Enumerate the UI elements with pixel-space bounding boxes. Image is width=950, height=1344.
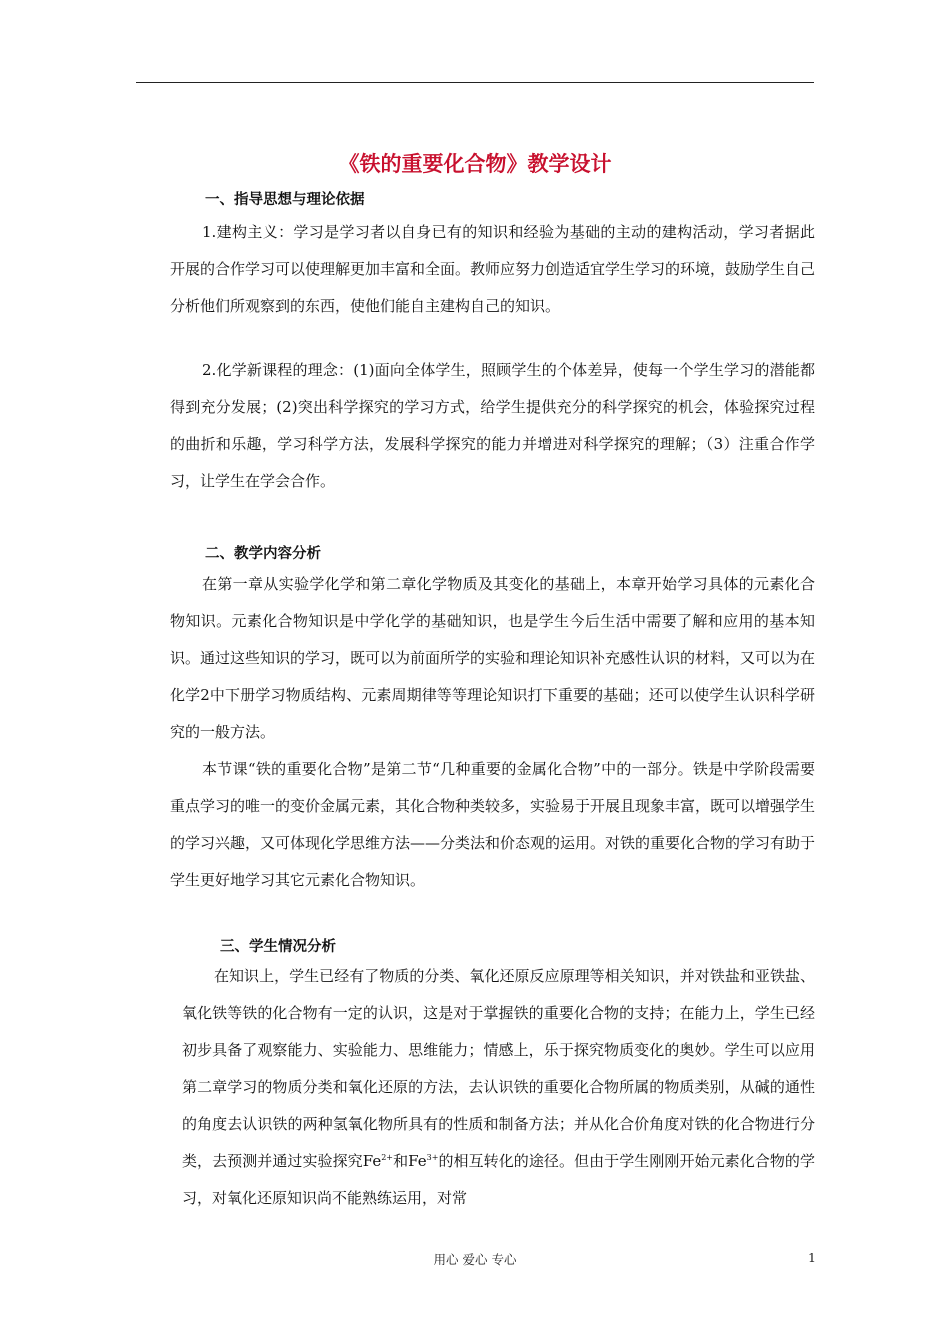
- section-heading-guiding-ideas: 一、指导思想与理论依据: [205, 192, 365, 208]
- section-heading-student-analysis: 三、学生情况分析: [220, 939, 336, 955]
- paragraph-content-analysis-2: 本节课“铁的重要化合物”是第二节“几种重要的金属化合物”中的一部分。铁是中学阶段需要重点学习的唯一的变价金属元素，其化合物种类较多，实验易于开展且现象丰富，既可以增强学生的学习兴趣，又可体现化学思维方法——分类法和价态观的运用。对铁的重要化合物的学习有助于学生更好地学习其它元素化合物知识。: [170, 760, 816, 889]
- paragraph-student-analysis: [182, 958, 815, 1217]
- document-title: 《铁的重要化合物》教学设计: [338, 152, 612, 176]
- ion-fe2: [363, 1152, 393, 1170]
- ion-fe2-symbol: Fe: [362, 1152, 382, 1170]
- student-analysis-text-a: 在知识上，学生已经有了物质的分类、氧化还原反应原理等相关知识，并对铁盐和亚铁盐、氧化铁等铁的化合物有一定的认识，这是对于掌握铁的重要化合物的支持；在能力上，学生已经初步具备了观察能力、实验能力、思维能力；情感上，乐于探究物质变化的奥妙。学生可以应用第二章学习的物质分类和氧化还原的方法，去认识铁的重要化合物所属的物质类别，从碱的通性的角度去认识铁的两种氢氧化物所具有的性质和制备方法；并从化合价角度对铁的化合物进行分类，去预测并通过实验探究: [182, 967, 815, 1170]
- conjunction-and: 和: [393, 1152, 409, 1170]
- page-number: 1: [808, 1250, 816, 1265]
- paragraph-constructivism: 1.建构主义：学习是学习者以自身已有的知识和经验为基础的主动的建构活动，学习者据此开展的合作学习可以使理解更加丰富和全面。教师应努力创造适宜学生学习的环境，鼓励学生自己分析他们所观察到的东西，使他们能自主建构自己的知识。: [170, 223, 816, 315]
- section-heading-content-analysis: 二、教学内容分析: [205, 546, 321, 562]
- header-rule: [136, 82, 814, 83]
- paragraph-new-curriculum: 2.化学新课程的理念：(1)面向全体学生，照顾学生的个体差异，使每一个学生学习的潜能都得到充分发展；(2)突出科学探究的学习方式，给学生提供充分的科学探究的机会，体验探究过程的曲折和乐趣，学习科学方法，发展科学探究的能力并增进对科学探究的理解；（3）注重合作学习，让学生在学会合作。: [170, 361, 815, 490]
- footer-motto: 用心 爱心 专心: [433, 1252, 517, 1267]
- ion-fe3-symbol: Fe: [408, 1152, 427, 1170]
- ion-fe3-charge: 3+: [426, 1153, 439, 1162]
- student-analysis-text-b: 的相互转化的途径。但由于学生刚刚开始元素化合物的学习，对氧化还原知识尚不能熟练运用，对常: [182, 1152, 815, 1207]
- ion-fe2-charge: 2+: [381, 1153, 394, 1162]
- ion-fe3: [408, 1152, 438, 1170]
- paragraph-content-analysis-1: 在第一章从实验学化学和第二章化学物质及其变化的基础上，本章开始学习具体的元素化合物知识。元素化合物知识是中学化学的基础知识，也是学生今后生活中需要了解和应用的基本知识。通过这些知识的学习，既可以为前面所学的实验和理论知识补充感性认识的材料，又可以为在化学2中下册学习物质结构、元素周期律等等理论知识打下重要的基础；还可以使学生认识科学研究的一般方法。: [170, 575, 816, 741]
